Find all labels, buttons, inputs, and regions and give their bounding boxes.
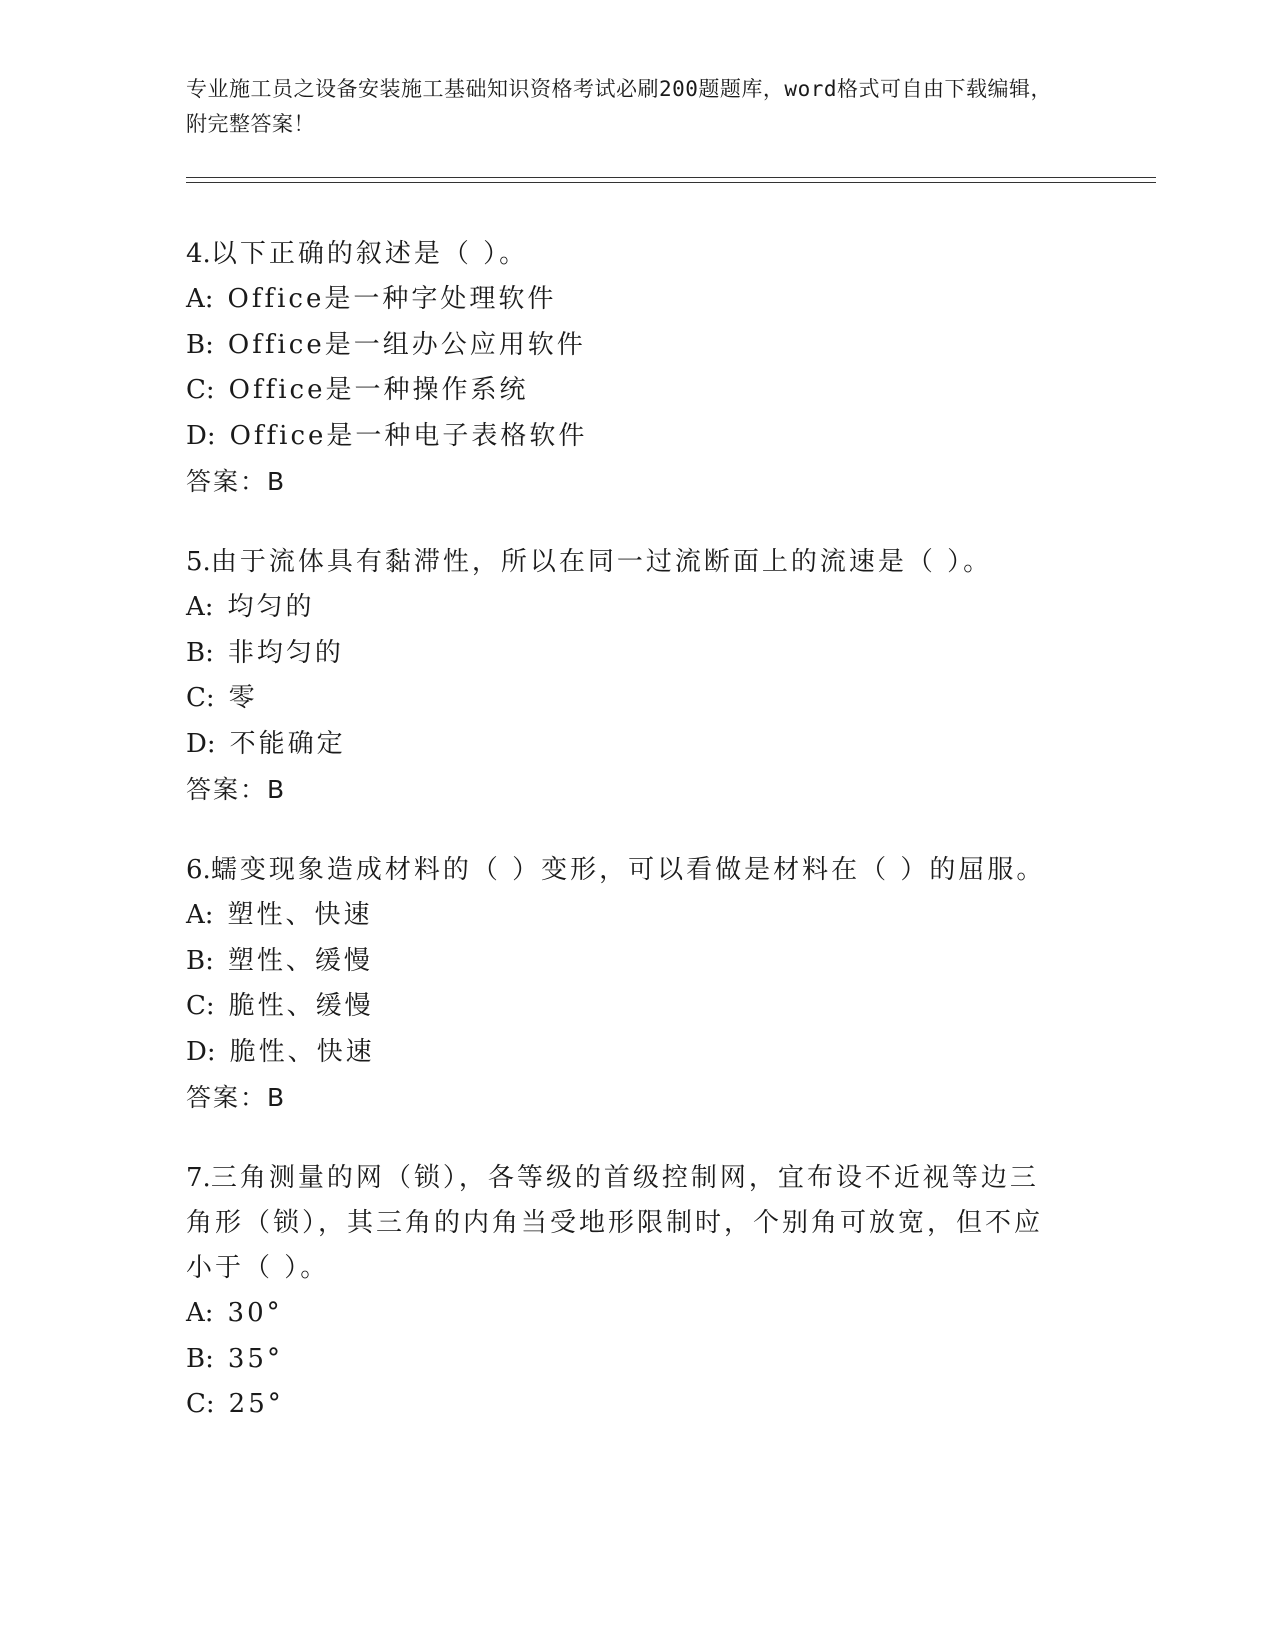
question-stem xyxy=(186,540,1066,585)
option-key: C: xyxy=(186,1389,215,1419)
option-text: 零 xyxy=(228,683,258,713)
option-c xyxy=(186,676,1086,722)
option-a xyxy=(186,585,1086,631)
document-header xyxy=(186,72,1066,142)
option-b xyxy=(186,939,1086,985)
question-number: 7. xyxy=(186,1163,211,1193)
option-key: A: xyxy=(186,1298,214,1328)
question-text: 三角测量的网（锁），各等级的首级控制网，宜布设不近视等边三角形（锁），其三角的内角当受地形限制时，个别角可放宽，但不应小于（ ）。 xyxy=(186,1163,1044,1283)
question-item xyxy=(186,1156,1086,1428)
question-stem xyxy=(186,232,1066,277)
option-text: 脆性、快速 xyxy=(229,1036,375,1067)
option-key: A: xyxy=(186,284,214,314)
option-text: Office是一种字处理软件 xyxy=(227,284,557,314)
question-text: 由于流体具有黏滞性，所以在同一过流断面上的流速是（ ）。 xyxy=(210,547,993,577)
option-text: 35° xyxy=(227,1343,283,1374)
option-c xyxy=(186,368,1086,414)
option-key: B: xyxy=(186,637,214,668)
option-key: C: xyxy=(186,683,215,713)
option-d xyxy=(186,414,1086,460)
option-text: Office是一组办公应用软件 xyxy=(227,329,586,360)
question-item xyxy=(186,540,1086,812)
question-list xyxy=(186,232,1086,1464)
question-stem xyxy=(186,848,1066,893)
option-key: B: xyxy=(186,945,214,976)
option-key: D: xyxy=(186,728,216,759)
question-text: 蠕变现象造成材料的（ ）变形，可以看做是材料在（ ）的屈服。 xyxy=(210,855,1046,885)
option-a xyxy=(186,893,1086,939)
question-number: 4. xyxy=(186,239,211,269)
option-text: 30° xyxy=(227,1298,283,1328)
option-d xyxy=(186,722,1086,768)
question-text: 以下正确的叙述是（ ）。 xyxy=(210,239,529,269)
answer-line: 答案：B xyxy=(186,1083,287,1112)
option-c xyxy=(186,984,1086,1030)
option-key: C: xyxy=(186,375,215,405)
question-number: 6. xyxy=(186,855,211,885)
option-b xyxy=(186,631,1086,677)
option-text: 塑性、缓慢 xyxy=(227,945,373,976)
option-text: 不能确定 xyxy=(229,728,346,759)
answer-line: 答案：B xyxy=(186,775,287,804)
option-key: B: xyxy=(186,1343,214,1374)
option-text: 脆性、缓慢 xyxy=(228,991,374,1021)
question-stem xyxy=(186,1156,1066,1291)
option-text: Office是一种电子表格软件 xyxy=(229,420,588,451)
option-a xyxy=(186,1291,1086,1337)
header-divider-bottom xyxy=(186,182,1156,183)
question-number: 5. xyxy=(186,547,211,577)
option-text: 塑性、快速 xyxy=(227,900,373,930)
option-c xyxy=(186,1382,1086,1428)
option-a xyxy=(186,277,1086,323)
option-text: 25° xyxy=(228,1389,284,1419)
header-divider-top xyxy=(186,177,1156,178)
option-text: Office是一种操作系统 xyxy=(228,375,529,405)
question-item xyxy=(186,848,1086,1120)
option-key: A: xyxy=(186,900,214,930)
option-text: 非均匀的 xyxy=(227,637,344,668)
option-key: C: xyxy=(186,991,215,1021)
question-item xyxy=(186,232,1086,504)
option-text: 均匀的 xyxy=(227,592,315,622)
header-title: 专业施工员之设备安装施工基础知识资格考试必刷200题题库，word格式可自由下载编辑，附完整答案！ xyxy=(186,77,1052,136)
answer-line: 答案：B xyxy=(186,467,287,496)
option-key: D: xyxy=(186,1036,216,1067)
option-d xyxy=(186,1030,1086,1076)
option-b xyxy=(186,1337,1086,1383)
option-b xyxy=(186,323,1086,369)
option-key: B: xyxy=(186,329,214,360)
option-key: A: xyxy=(186,592,214,622)
option-key: D: xyxy=(186,420,216,451)
